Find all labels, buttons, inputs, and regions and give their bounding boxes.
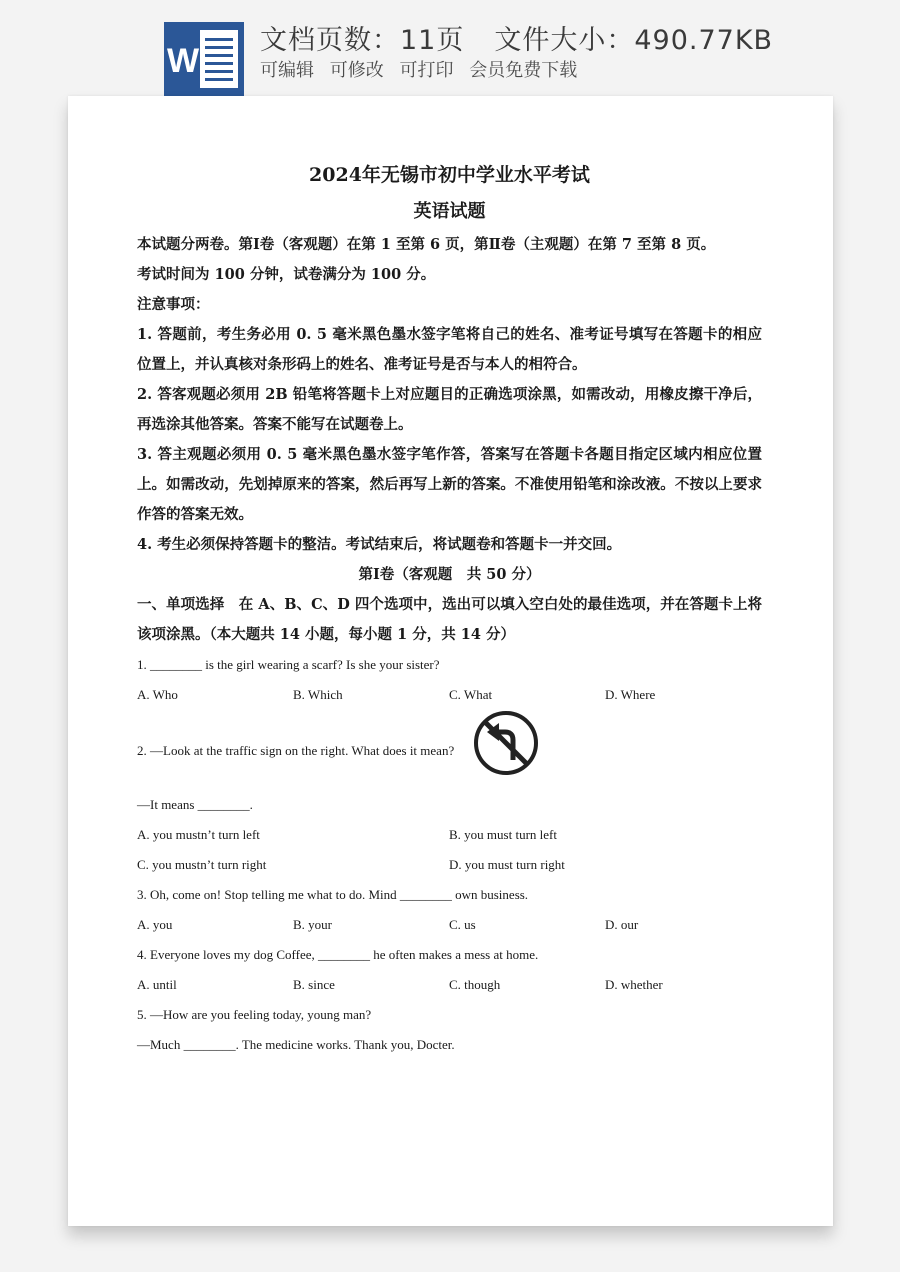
page-content [137,156,762,1060]
option-b: B. your [293,917,332,932]
part-title: 第Ⅰ卷（客观题 共 50 分） [358,566,541,583]
note-item: 4. 考生必须保持答题卡的整洁。考试结束后，将试题卷和答题卡一并交回。 [137,536,622,553]
no-left-turn-sign-icon [473,710,539,776]
note-item: 3. 答主观题必须用 0. 5 毫米黑色墨水签字笔作答，答案写在答题卡各题目指定区域内相应位置上。如需改动，先划掉原来的答案，然后再写上新的答案。不准使用铅笔和涂改液。不按以上要求作答的答案无效。 [137,446,762,523]
intro-line: 考试时间为 100 分钟，试卷满分为 100 分。 [137,266,436,283]
option-d: D. whether [605,977,663,992]
option-d: D. you must turn right [449,857,565,872]
document-page [68,96,833,1226]
question-2: 2. —Look at the traffic sign on the right. What does it mean? [137,743,455,758]
feature-editable: 可编辑 [260,60,314,81]
question-2-options-row1 [137,820,762,850]
banner-features [260,56,587,82]
question-2-options-row2 [137,850,762,880]
note-item: 2. 答客观题必须用 2B 铅笔将答题卡上对应题目的正确选项涂黑，如需改动，用橡皮擦干净后，再选涂其他答案。答案不能写在试题卷上。 [137,386,762,433]
section-instruction: 一、单项选择 在 A、B、C、D 四个选项中，选出可以填入空白处的最佳选项，并在答题卡上将该项涂黑。（本大题共 14 小题，每小题 1 分，共 14 分） [137,596,762,643]
option-a: A. until [137,977,177,992]
option-a: A. you [137,917,173,932]
intro-line: 本试题分两卷。第Ⅰ卷（客观题）在第 1 至第 6 页，第Ⅱ卷（主观题）在第 7 至第 8 页。 [137,236,716,253]
option-d: D. Where [605,687,656,702]
question-2-answer-line: —It means ________. [137,797,253,812]
banner-file-info [260,18,773,57]
word-doc-icon [164,22,244,96]
question-1-options [137,680,762,710]
feature-member-download: 会员免费下载 [469,60,578,81]
option-d: D. our [605,917,639,932]
question-3: 3. Oh, come on! Stop telling me what to do. Mind ________ own business. [137,887,529,902]
question-1: 1. ________ is the girl wearing a scarf? Is she your sister? [137,657,440,672]
file-size: 文件大小：490.77KB [494,25,774,56]
question-2-block [137,710,762,790]
download-banner [0,0,900,100]
feature-printable: 可打印 [399,60,454,81]
option-c: C. us [449,917,476,932]
question-3-options [137,910,762,940]
note-item: 1. 答题前，考生务必用 0. 5 毫米黑色墨水签字笔将自己的姓名、准考证号填写在答题卡的相应位置上，并认真核对条形码上的姓名、准考证号是否与本人的相符合。 [137,326,762,373]
page-count: 文档页数：11页 [260,25,465,56]
notes-heading: 注意事项： [137,296,210,313]
option-c: C. you mustn’t turn right [137,857,267,872]
question-5: 5. —How are you feeling today, young man? [137,1007,372,1022]
question-4-options [137,970,762,1000]
option-c: C. though [449,977,501,992]
option-a: A. Who [137,687,178,702]
question-4: 4. Everyone loves my dog Coffee, ________ he often makes a mess at home. [137,947,539,962]
option-b: B. since [293,977,335,992]
exam-subtitle: 英语试题 [413,201,486,222]
word-icon-letter: W [166,42,200,80]
feature-modifiable: 可修改 [329,60,384,81]
option-a: A. you mustn’t turn left [137,827,260,842]
exam-title: 2024年无锡市初中学业水平考试 [309,164,590,186]
question-5-answer-line: —Much ________. The medicine works. Thank you, Docter. [137,1037,455,1052]
option-c: C. What [449,687,493,702]
option-b: B. you must turn left [449,827,557,842]
option-b: B. Which [293,687,343,702]
